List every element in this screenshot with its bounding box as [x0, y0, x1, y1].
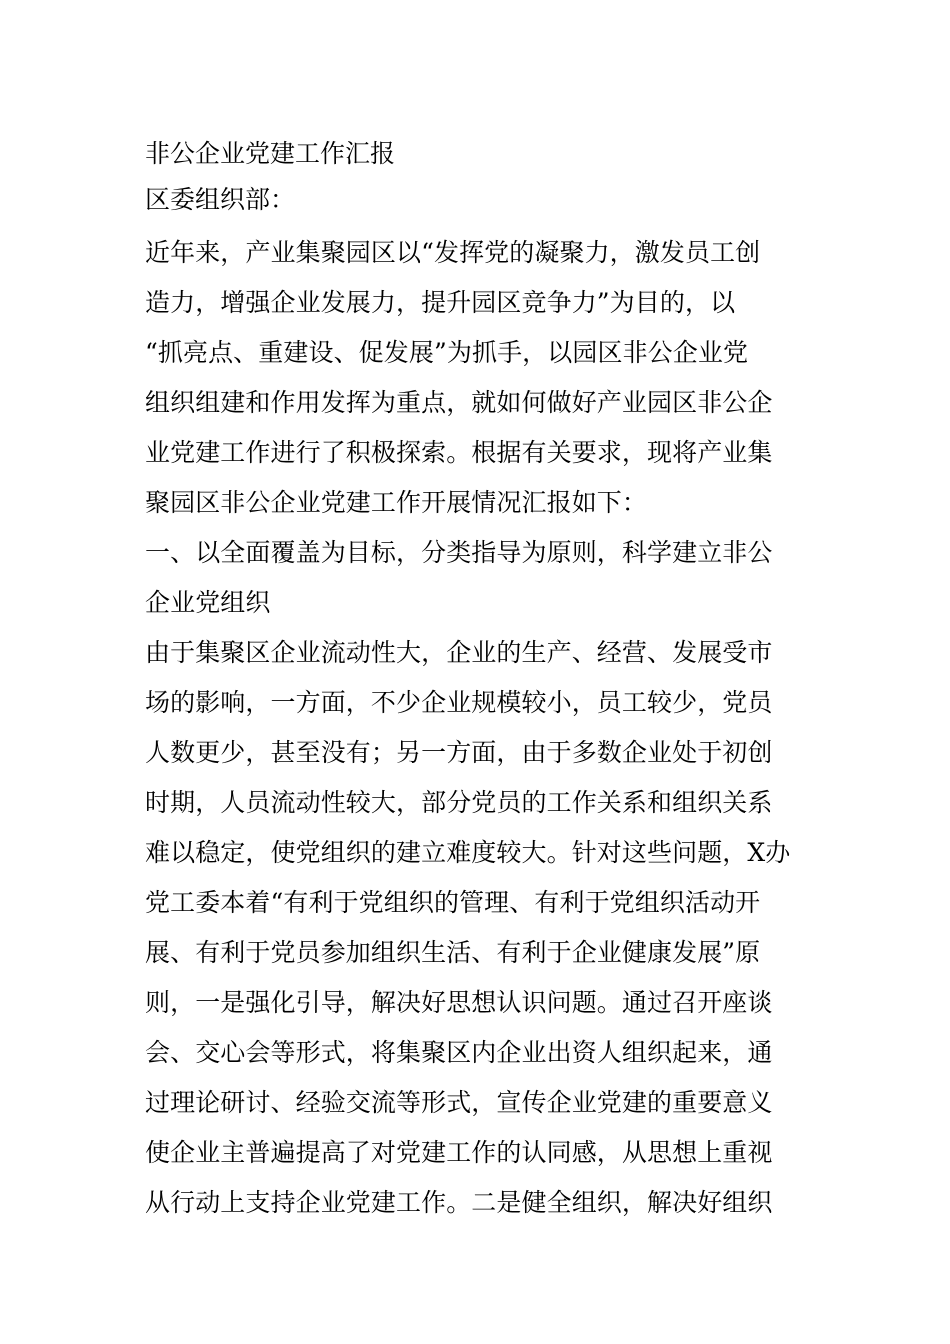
document-title: 非公企业党建工作汇报: [145, 139, 396, 168]
text-line: 人数更少，甚至没有；另一方面，由于多数企业处于初创: [145, 738, 773, 767]
text-line: 使企业主普遍提高了对党建工作的认同感，从思想上重视: [145, 1138, 773, 1167]
text-line: 展、有利于党员参加组织生活、有利于企业健康发展”原: [145, 938, 761, 967]
text-line: 过理论研讨、经验交流等形式，宣传企业党建的重要意义: [145, 1088, 773, 1117]
text-line: 党工委本着“有利于党组织的管理、有利于党组织活动开: [145, 888, 761, 917]
text-line: 造力，增强企业发展力，提升园区竞争力”为目的，以: [145, 288, 736, 317]
text-line: 聚园区非公企业党建工作开展情况汇报如下：: [145, 488, 648, 517]
text-line: “抓亮点、重建设、促发展”为抓手，以园区非公企业党: [145, 338, 749, 367]
document-body: [145, 132, 810, 1228]
section-heading: 一、以全面覆盖为目标，分类指导为原则，科学建立非公: [145, 538, 773, 567]
text-line: 业党建工作进行了积极探索。根据有关要求，现将产业集: [145, 438, 773, 467]
text-line: 则，一是强化引导，解决好思想认识问题。通过召开座谈: [145, 988, 773, 1017]
text-line: 从行动上支持企业党建工作。二是健全组织，解决好组织: [145, 1188, 773, 1217]
section-heading: 企业党组织: [145, 588, 271, 617]
text-line: 近年来，产业集聚园区以“发挥党的凝聚力，激发员工创: [145, 238, 761, 267]
text-line: 组织组建和作用发挥为重点，就如何做好产业园区非公企: [145, 388, 773, 417]
text-line: 由于集聚区企业流动性大，企业的生产、经营、发展受市: [145, 638, 773, 667]
salutation: 区委组织部：: [145, 185, 296, 214]
text-line: 时期，人员流动性较大，部分党员的工作关系和组织关系: [145, 788, 773, 817]
text-line: 场的影响，一方面，不少企业规模较小，员工较少，党员: [145, 688, 773, 717]
text-line: 会、交心会等形式，将集聚区内企业出资人组织起来，通: [145, 1038, 773, 1067]
text-line: 难以稳定，使党组织的建立难度较大。针对这些问题，X办: [145, 838, 791, 867]
